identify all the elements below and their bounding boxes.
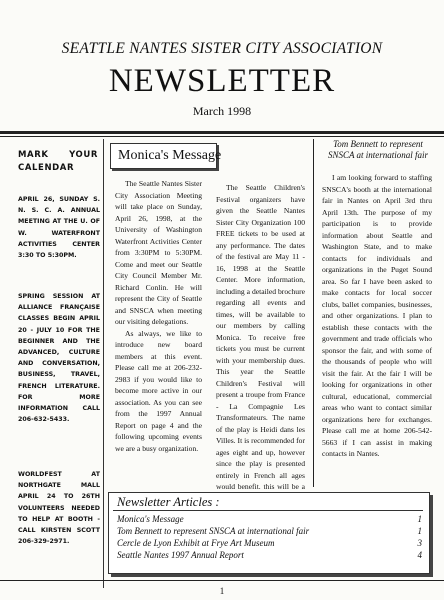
article-entry[interactable] [117,514,422,525]
footer-rule [0,580,444,581]
article-entry-label: Cercle de Lyon Exhibit at Frye Art Museum [117,538,275,548]
header-rule-thick [0,131,444,134]
monica-paragraph-3: The Seattle Children's Festival organizers have given the Seattle Nantes Sister City Organization 100 FREE tickets to be used at any performance. The dates of the festival are May 11 - 16, 1998 at the Seattle Center. More information, including a detailed brochure regarding all events and times, will be available to our members by calling Monica. To receive free tickets you must be current with your membership dues. This year the Seattle Children's Festival will present a troupe from France - La Compagnie Les Transformateurs. The name of the play is Heidi dans les Villes. It is recommended for ages eight and up, however since the play is presented entirely in French all ages would benefit. this will be a [216,183,305,491]
calendar-event-annual-meeting: APRIL 26, SUNDAY S. N. S. C. A. ANNUAL MEETING AT THE U. OF W. WATERFRONT ACTIVITIES CENTER 3:30 TO 5:30PM. [18,196,100,260]
monica-column-1 [115,178,202,454]
page-number: 1 [219,586,225,596]
articles-title: Newsletter Articles : [117,495,220,509]
article-entry-label: Monica's Message [117,514,184,524]
tom-article-title: Tom Bennett to represent SNSCA at international fair [327,139,429,160]
calendar-title [18,149,98,175]
calendar-title-line1: MARK YOUR [18,150,98,160]
newsletter-title: NEWSLETTER [108,63,336,99]
calendar-sidebar [0,139,104,588]
monica-paragraph-2: As always, we like to introduce new board members at this event. Please call me at 206-232-2983 if you would like to become more active in our association. As you can see from the 1997 Annual Report on page 4 and the following upcoming events we are a busy organization. [115,328,202,453]
article-entry-page: 1 [417,526,422,536]
article-entry-page: 3 [417,538,422,548]
tom-paragraph: I am looking forward to staffing SNSCA's booth at the international fair in Nantes on April 3rd thru April 13th. The purpose of my participation is to provide information about Seattle and Washington State, and to make contacts for individuals and organizations in the Puget Sound area. So far I have been asked to make contacts for local soccer clubs, ballet companies, businesses, and other organizations. I plan to establish these contacts with the government and trade officials who sponsor the fair, and with some of the thousands of people who will visit the fair. At the fair I will be looking for organizations in other cultural, educational, commercial areas who want to contact similar organizations here for exchanges. Please call me at home 206-542-5663 if I can assist in making contacts in Nantes. [322,173,432,458]
monica-title: Monica's Message [118,148,222,163]
calendar-event-worldfest: WORLDFEST AT NORTHGATE MALL APRIL 24 TO 26TH VOLUNTEERS NEEDED TO HELP AT BOOTH - CALL KIRSTEN SCOTT 206-329-2971. [18,471,100,546]
issue-date: March 1998 [192,104,252,118]
column-divider [313,139,314,487]
tom-article-body [322,172,432,460]
article-entry-label: Seattle Nantes 1997 Annual Report [117,550,244,560]
article-entry[interactable] [117,538,422,549]
calendar-title-line2: CALENDAR [18,163,75,173]
articles-rule [113,510,423,511]
organization-name: SEATTLE NANTES SISTER CITY ASSOCIATION [61,40,383,57]
header-rule-thin [0,136,444,137]
article-entry[interactable] [117,550,422,561]
monica-column-2 [216,182,305,527]
article-entry-page: 1 [417,514,422,524]
calendar-event-spring-session: SPRING SESSION AT ALLIANCE FRANÇAISE CLASSES BEGIN APRIL 20 - JULY 10 FOR THE BEGINNER AND THE ADVANCED, CULTURE AND CONVERSATION, BUSINESS, TRAVEL, FRENCH LITERATURE. FOR MORE INFORMATION CALL 206-632-5433. [18,293,100,424]
monica-paragraph-1: The Seattle Nantes Sister City Association Meeting will take place on Sunday, April 26, 1998, at the University of Washington Waterfront Activities Center from 3:30PM to 5:30PM. Come and meet our Seattle City Council Member Mr. Richard Conlin. He will represent the City of Seattle and SNSCA when meeting our visiting delegations. [115,179,202,326]
article-entry-label: Tom Bennett to represent SNSCA at international fair [117,526,310,536]
article-entry[interactable] [117,526,422,537]
article-entry-page: 4 [417,550,422,560]
